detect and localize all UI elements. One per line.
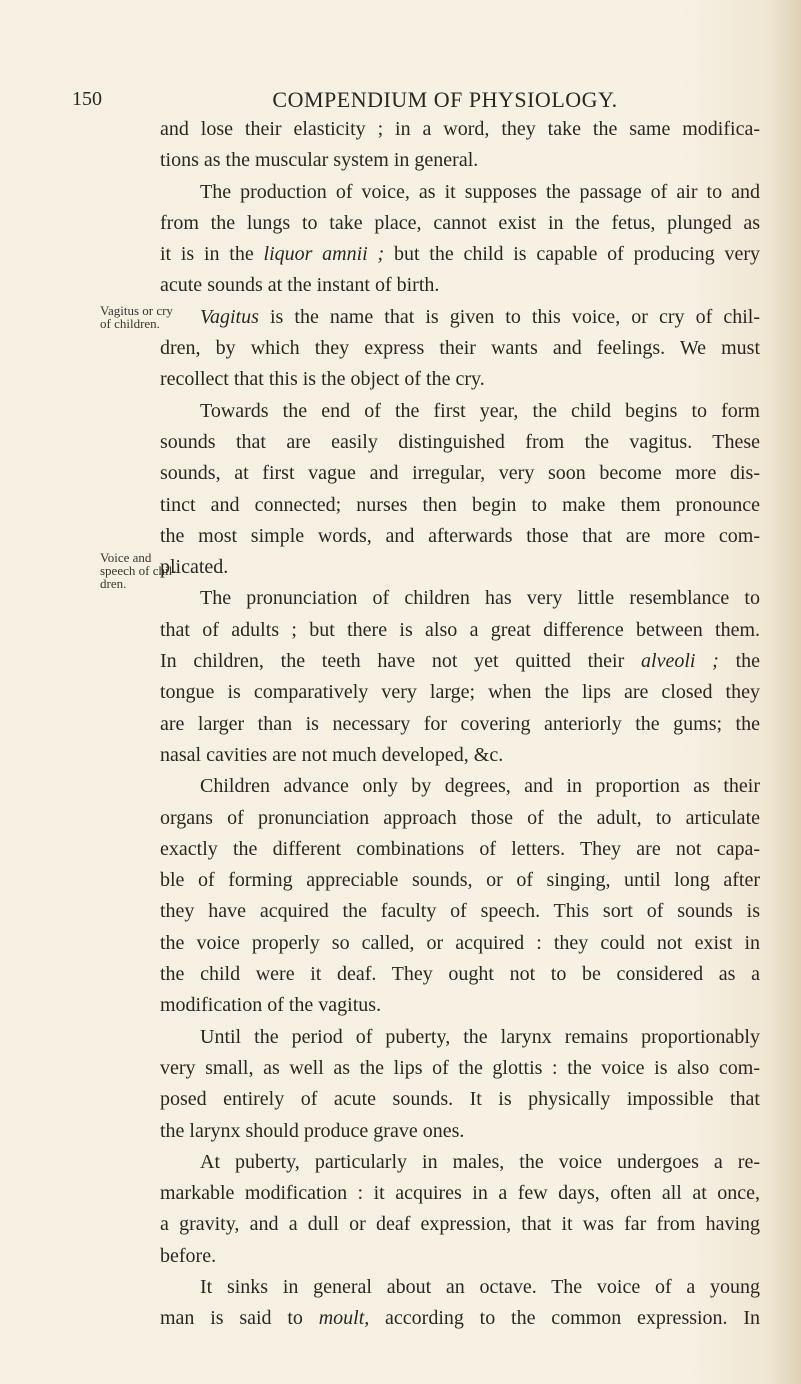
margin-note-line: speech of chil-: [100, 563, 177, 578]
text-line: [160, 1022, 760, 1053]
text-line: [160, 521, 760, 552]
text-segment: Until the period of puberty, the larynx remains proportionably: [200, 1025, 760, 1048]
text-line: [160, 677, 760, 708]
text-line: [160, 145, 760, 176]
text-segment: nasal cavities are not much developed, &c.: [160, 743, 504, 766]
running-head: COMPENDIUM OF PHYSIOLOGY.: [272, 87, 618, 112]
text-segment: tinct and connected; nurses then begin to make them pronounce: [160, 493, 760, 516]
text-line: [160, 771, 760, 802]
text-segment: recollect that this is the object of the cry.: [160, 368, 485, 391]
text-segment: it is in the: [160, 243, 264, 266]
text-segment: In children, the teeth have not yet quitted their: [160, 650, 642, 673]
text-segment: tongue is comparatively very large; when the lips are closed they: [160, 681, 760, 704]
margin-note-line: of children.: [100, 316, 160, 331]
text-line: [160, 834, 760, 865]
text-line: [160, 552, 760, 583]
text-segment: very small, as well as the lips of the glottis : the voice is also com-: [160, 1056, 760, 1079]
text-segment: At puberty, particularly in males, the voice undergoes a re-: [200, 1150, 760, 1173]
text-segment: Towards the end of the first year, the child begins to form: [200, 399, 760, 422]
text-line: [160, 1147, 760, 1178]
text-segment: the child were it deaf. They ought not to be considered as a: [160, 963, 760, 986]
text-line: [160, 1303, 760, 1334]
text-segment: tions as the muscular system in general.: [160, 149, 479, 172]
text-line: [160, 364, 760, 395]
text-line: [160, 896, 760, 927]
text-line: [160, 865, 760, 896]
text-segment: a gravity, and a dull or deaf expression, that it was far from having: [160, 1213, 760, 1236]
text-line: [160, 114, 760, 145]
text-segment: markable modification : it acquires in a few days, often all at once,: [160, 1182, 760, 1205]
text-line: [160, 427, 760, 458]
text-line: [160, 239, 760, 270]
text-segment: man is said to: [160, 1307, 319, 1330]
text-segment: the most simple words, and afterwards those that are more com-: [160, 524, 760, 547]
text-segment: dren, by which they express their wants and feelings. We must: [160, 337, 760, 360]
text-line: [160, 740, 760, 771]
text-line: [160, 959, 760, 990]
text-line: [160, 1053, 760, 1084]
text-line: [160, 177, 760, 208]
text-segment: organs of pronunciation approach those of the adult, to articulate: [160, 806, 760, 829]
text-line: [160, 1209, 760, 1240]
text-line: [160, 615, 760, 646]
text-segment: Children advance only by degrees, and in proportion as their: [200, 775, 760, 798]
body-text: [160, 114, 760, 1335]
text-segment: modification of the vagitus.: [160, 994, 382, 1017]
text-segment: the voice properly so called, or acquired : they could not exist in: [160, 931, 760, 954]
text-segment: before.: [160, 1244, 217, 1267]
text-line: [160, 1272, 760, 1303]
text-line: [160, 302, 760, 333]
text-segment: exactly the different combinations of letters. They are not capa-: [160, 837, 760, 860]
margin-note-line: dren.: [100, 576, 127, 591]
italic-term: alveoli ;: [641, 650, 719, 673]
text-segment: they have acquired the faculty of speech. This sort of sounds is: [160, 900, 760, 923]
text-segment: from the lungs to take place, cannot exist in the fetus, plunged as: [160, 211, 760, 234]
text-segment: that of adults ; but there is also a great difference between them.: [160, 618, 760, 641]
text-segment: plicated.: [160, 556, 229, 579]
text-line: [160, 646, 760, 677]
text-segment: posed entirely of acute sounds. It is physically impossible that: [160, 1088, 760, 1111]
text-segment: the: [718, 650, 761, 673]
text-line: [160, 458, 760, 489]
text-line: [160, 928, 760, 959]
text-segment: are larger than is necessary for covering anteriorly the gums; the: [160, 712, 760, 735]
text-segment: The pronunciation of children has very little resemblance to: [200, 587, 760, 610]
italic-term: Vagitus: [200, 305, 259, 328]
margin-note-line: Voice and: [100, 550, 152, 565]
text-segment: sounds, at first vague and irregular, very soon become more dis-: [160, 462, 760, 485]
text-line: [160, 1084, 760, 1115]
text-segment: and lose their elasticity ; in a word, they take the same modifica-: [160, 118, 760, 140]
text-segment: but the child is capable of producing very: [384, 243, 760, 266]
text-line: [160, 270, 760, 301]
italic-term: moult,: [318, 1307, 370, 1330]
text-segment: ble of forming appreciable sounds, or of singing, until long after: [160, 869, 760, 892]
text-line: [160, 208, 760, 239]
text-line: [160, 990, 760, 1021]
text-line: [160, 490, 760, 521]
italic-term: liquor amnii ;: [263, 243, 385, 266]
text-line: [160, 583, 760, 614]
text-segment: It sinks in general about an octave. The voice of a young: [200, 1275, 760, 1298]
text-segment: The production of voice, as it supposes the passage of air to and: [200, 180, 760, 203]
text-segment: is the name that is given to this voice, or cry of chil-: [258, 305, 760, 328]
text-line: [160, 709, 760, 740]
text-segment: acute sounds at the instant of birth.: [160, 274, 440, 297]
text-line: [160, 803, 760, 834]
text-segment: according to the common expression. In: [369, 1307, 761, 1330]
text-line: [160, 1241, 760, 1272]
page-number: 150: [72, 88, 102, 110]
text-segment: the larynx should produce grave ones.: [160, 1119, 465, 1142]
text-line: [160, 396, 760, 427]
text-line: [160, 1116, 760, 1147]
margin-note-line: Vagitus or cry: [100, 303, 173, 318]
text-line: [160, 333, 760, 364]
text-segment: sounds that are easily distinguished from the vagitus. These: [160, 430, 760, 453]
text-line: [160, 1178, 760, 1209]
